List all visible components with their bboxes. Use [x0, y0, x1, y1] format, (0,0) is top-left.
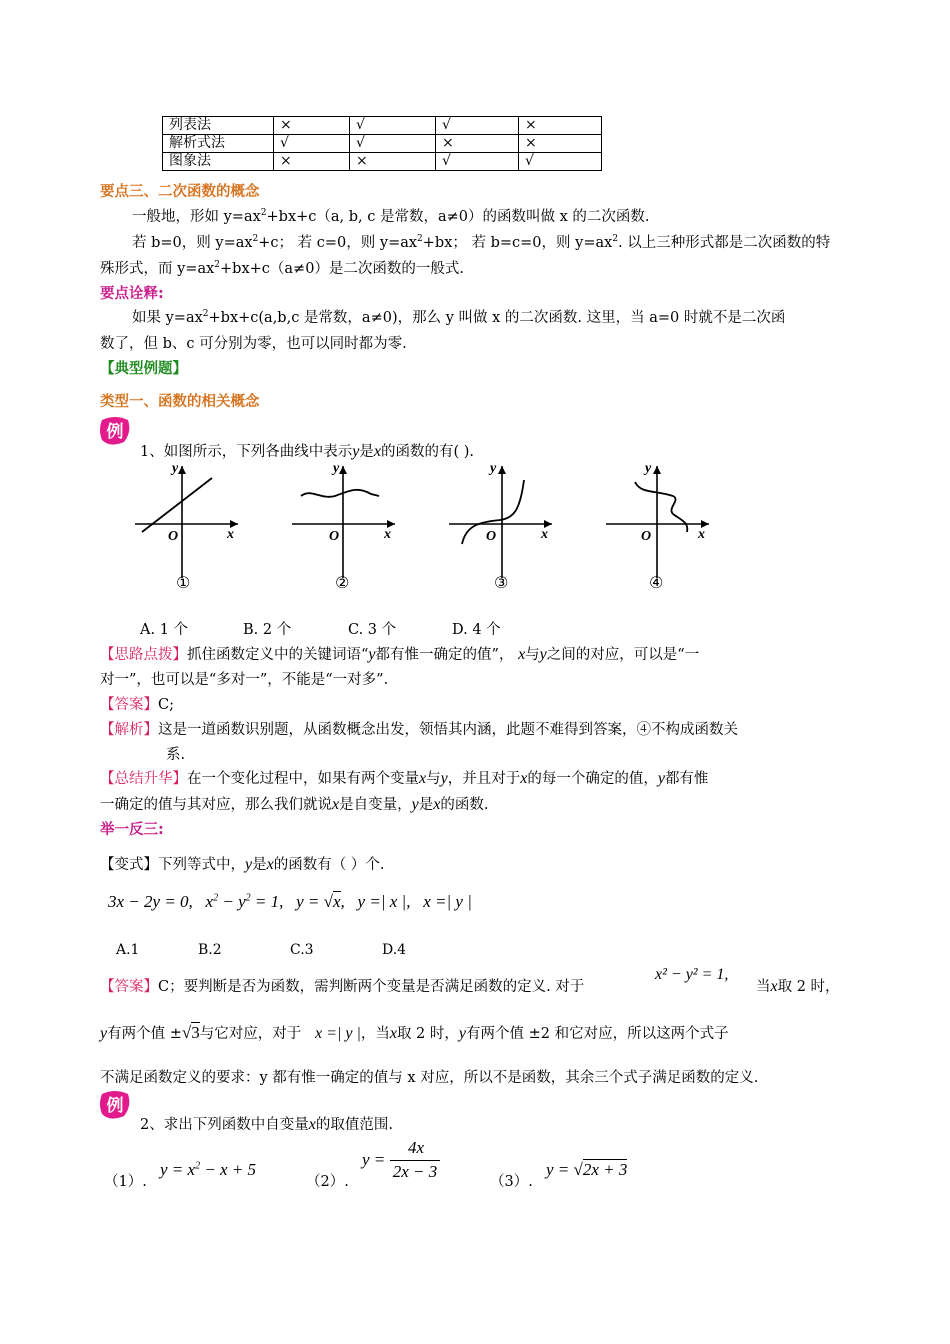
equation: x² − y² = 1,	[655, 966, 729, 983]
variant-option-c: C.3	[290, 942, 314, 958]
section-heading: 要点三、二次函数的概念	[100, 184, 260, 200]
part-2-label: （2）.	[306, 1174, 349, 1190]
table-cell: 图象法	[163, 153, 274, 171]
text: 与	[426, 771, 441, 787]
graph-number: ④	[649, 573, 664, 592]
option-d: D. 4 个	[452, 622, 501, 638]
axis-label: y	[490, 461, 497, 476]
text: 下列等式中，	[158, 857, 245, 873]
function-1	[160, 1160, 256, 1180]
superscript: 2	[202, 309, 209, 320]
text: . 以上三种形式都是二次函数的特	[618, 235, 831, 251]
table-cell: ×	[350, 153, 436, 171]
graph-number: ②	[335, 573, 350, 592]
text: 都有惟一确定的值”，	[375, 647, 514, 663]
summary-tag: 【总结升华】	[100, 771, 187, 787]
graph-2	[287, 460, 402, 595]
table-row	[163, 153, 602, 171]
paragraph	[100, 257, 464, 278]
option-c: C. 3 个	[348, 622, 397, 638]
variant-answer-line	[100, 975, 584, 996]
text: = 1,	[250, 892, 284, 911]
equation: x =| y |	[315, 1025, 361, 1042]
variant-option-b: B.2	[198, 942, 222, 958]
graph-1	[130, 460, 245, 595]
paragraph: 数了，但 b、c 可分别为零，也可以同时都为零.	[100, 336, 407, 352]
text: 都有惟	[664, 771, 709, 787]
text: 如果 y=ax	[132, 310, 203, 326]
text: ，并且对于	[447, 771, 521, 787]
axis-label: x	[541, 527, 548, 542]
text: x	[205, 892, 214, 911]
superscript: 2	[245, 892, 251, 904]
superscript: 2	[417, 234, 423, 245]
text: 的每一个确定的值，	[527, 771, 658, 787]
text: 是	[252, 857, 267, 873]
option-a: A. 1 个	[140, 622, 189, 638]
table-cell: √	[436, 117, 519, 135]
text: 当	[756, 979, 771, 995]
part-3-label: （3）.	[490, 1174, 533, 1190]
summary-line	[100, 767, 708, 788]
representation-table	[162, 116, 602, 171]
type-heading: 类型一、函数的相关概念	[100, 394, 260, 410]
math-var: x	[308, 1116, 316, 1133]
answer-tag: 【答案】	[100, 697, 158, 713]
math-var: y	[245, 856, 253, 873]
graph-3	[444, 460, 559, 595]
text: 有两个值 ±	[107, 1026, 182, 1042]
text: 这是一道函数识别题，从函数概念出发，领悟其内涵，此题不难得到答案，④不构成函数关	[158, 722, 738, 738]
text: 与	[525, 647, 540, 663]
table-cell: √	[436, 153, 519, 171]
math-var: x	[518, 646, 526, 663]
graph-number: ①	[176, 573, 191, 592]
sqrt-icon: √	[323, 892, 333, 911]
function-2-y: y =	[362, 1150, 386, 1169]
table-cell: √	[350, 135, 436, 153]
axis-label: y	[645, 461, 652, 476]
text: 取 2 时，	[777, 979, 840, 995]
text: 取 2 时，	[396, 1026, 459, 1042]
examples-heading: 【典型例题】	[100, 361, 187, 377]
variant-answer-line-3: 不满足函数定义的要求：y 都有惟一确定的值与 x 对应，所以不是函数，其余三个式子满足函数的定义.	[100, 1070, 759, 1086]
part-1-label: （1）.	[104, 1174, 147, 1190]
equation: y = √x,	[296, 892, 345, 911]
text: 的函数有（ ）个.	[273, 857, 385, 873]
function-3	[546, 1160, 627, 1180]
table-cell: ×	[519, 117, 602, 135]
math-var: y	[440, 770, 448, 787]
superscript: 2	[195, 1160, 201, 1172]
equation	[206, 892, 284, 911]
math-var: y	[458, 1025, 467, 1042]
axis-label: y	[172, 461, 179, 476]
math-var: y	[100, 1025, 108, 1042]
paragraph	[132, 205, 650, 226]
table-cell: ×	[274, 153, 350, 171]
table-row	[163, 135, 602, 153]
text: +bx+c（a, b, c 是常数，a≠0）的函数叫做 x 的二次函数.	[266, 209, 650, 225]
table-cell: √	[274, 135, 350, 153]
equation: y =| x |,	[357, 892, 411, 911]
text: 2x + 3	[582, 1160, 628, 1179]
notes-heading: 要点诠释:	[100, 286, 164, 302]
text: +bx+c(a,b,c 是常数，a≠0)，那么 y 叫做 x 的二次函数. 这里，当 a=0 时就不是二次函	[208, 310, 786, 326]
table-cell: √	[350, 117, 436, 135]
table-cell: √	[519, 153, 602, 171]
table-cell: 解析式法	[163, 135, 274, 153]
text: − x + 5	[200, 1160, 257, 1179]
function-2-denominator: 2x − 3	[392, 1162, 438, 1181]
superscript: 2	[252, 234, 259, 245]
hint-line-2: 对一”，也可以是“多对一”，不能是“一对多”.	[100, 672, 389, 688]
text: 是自变量，	[339, 797, 412, 813]
axis-label: x	[698, 527, 705, 542]
equation: x =| y |	[423, 892, 472, 911]
text: 是	[359, 444, 374, 460]
graph-number: ③	[494, 573, 509, 592]
table-cell: 列表法	[163, 117, 274, 135]
math-var: x	[433, 796, 441, 813]
text: 的取值范围.	[315, 1117, 393, 1133]
superscript: 2	[214, 260, 221, 271]
math-var: y	[657, 770, 665, 787]
math-var: y	[539, 646, 547, 663]
text: ，当	[360, 1026, 390, 1042]
question	[140, 440, 474, 461]
table-cell: ×	[519, 135, 602, 153]
axis-label: x	[227, 527, 234, 542]
question	[140, 1113, 393, 1134]
superscript: 2	[612, 234, 619, 245]
explanation-line	[100, 718, 738, 739]
math-var: x	[389, 1025, 397, 1042]
function-2-numerator: 4x	[407, 1138, 425, 1157]
table-row	[163, 117, 602, 135]
paragraph	[132, 231, 830, 252]
math-var: x	[770, 978, 778, 995]
math-var: y	[411, 796, 419, 813]
sqrt-icon: √	[573, 1160, 583, 1179]
math-var: x	[332, 796, 340, 813]
text: 一般地，形如 y=ax	[132, 209, 261, 225]
axis-label: O	[641, 529, 652, 544]
text: y =	[296, 892, 324, 911]
explanation-tag: 【解析】	[100, 722, 158, 738]
math-var: y	[368, 646, 376, 663]
variant-option-d: D.4	[382, 942, 407, 958]
text: 一确定的值与其对应，那么我们就说	[100, 797, 332, 813]
table-cell: ×	[436, 135, 519, 153]
table-cell: ×	[274, 117, 350, 135]
axis-label: y	[333, 461, 340, 476]
text: − y	[218, 892, 246, 911]
text: 抓住函数定义中的关键词语“	[187, 647, 369, 663]
text: 是	[418, 797, 434, 813]
axis-label: x	[384, 527, 391, 542]
text: 的函数.	[440, 797, 489, 813]
variant-option-a: A.1	[116, 942, 140, 958]
text-fragment	[756, 975, 840, 996]
text: 的函数的有( ).	[380, 444, 474, 460]
variant-tag: 【变式】	[100, 857, 158, 873]
paragraph	[132, 306, 785, 327]
variant-line	[100, 853, 384, 874]
text: 1、如图所示，下列各曲线中表示	[140, 444, 353, 460]
text: +bx； 若 b=c=0，则 y=ax	[422, 235, 613, 251]
text: 之间的对应，可以是“一	[546, 647, 700, 663]
math-var: x	[373, 443, 381, 460]
math-var: y	[352, 443, 360, 460]
badge-label: 例	[106, 422, 124, 442]
variant-answer-line-2	[100, 1022, 729, 1043]
axis-label: O	[168, 529, 179, 544]
equation-list	[108, 892, 472, 912]
text: 2、求出下列函数中自变量	[140, 1117, 309, 1133]
text: y =	[546, 1160, 574, 1179]
superscript: 2	[213, 892, 219, 904]
math-var: x	[520, 770, 528, 787]
sqrt-icon: √	[181, 1023, 192, 1042]
practice-heading: 举一反三:	[100, 822, 164, 838]
math-var: x	[419, 770, 427, 787]
text: 有两个值 ±2 和它对应，所以这两个式子	[466, 1026, 729, 1042]
badge-label: 例	[106, 1096, 124, 1116]
text: 殊形式，而 y=ax	[100, 261, 215, 277]
text: 若 b=0，则 y=ax	[132, 235, 253, 251]
answer-tag: 【答案】	[100, 979, 158, 995]
axis-label: O	[486, 529, 497, 544]
explanation-line-2: 系.	[166, 747, 186, 763]
text: 与它对应，对于	[199, 1026, 302, 1042]
axis-label: O	[329, 529, 340, 544]
example-badge-icon	[98, 416, 132, 446]
text: y = x	[160, 1160, 196, 1179]
graph-4	[601, 460, 716, 595]
example-badge-icon	[98, 1090, 132, 1120]
option-b: B. 2 个	[243, 622, 292, 638]
fraction-bar	[390, 1160, 440, 1161]
answer-line	[100, 693, 174, 714]
text: C;	[158, 697, 174, 713]
summary-line-2	[100, 793, 488, 814]
text: x	[332, 892, 341, 911]
equation: 3x − 2y = 0,	[108, 892, 193, 911]
math-var: x	[266, 856, 274, 873]
superscript: 2	[260, 208, 267, 219]
text: +c； 若 c=0，则 y=ax	[258, 235, 418, 251]
text: 3	[191, 1023, 200, 1042]
text: C；要判断是否为函数，需判断两个变量是否满足函数的定义. 对于	[158, 979, 585, 995]
hint-tag: 【思路点拨】	[100, 647, 187, 663]
text: 在一个变化过程中，如果有两个变量	[187, 771, 419, 787]
hint-line	[100, 643, 699, 664]
text: +bx+c（a≠0）是二次函数的一般式.	[220, 261, 465, 277]
